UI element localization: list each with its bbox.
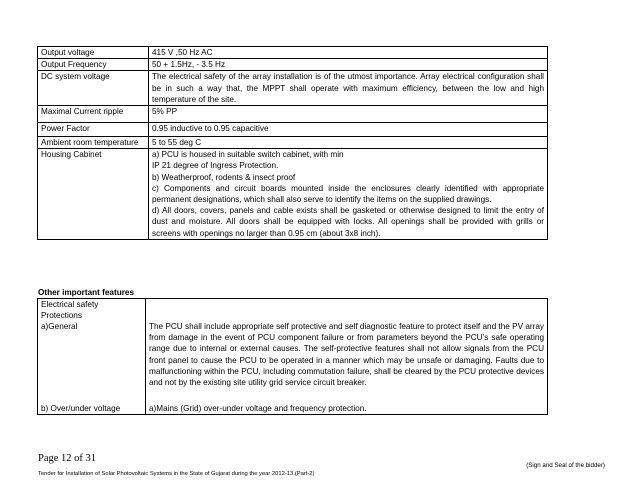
spec-label: Output Frequency xyxy=(38,59,149,71)
spec-value-text: 5% PP xyxy=(152,107,178,117)
spec-value-text: 415 V ,50 Hz AC xyxy=(152,48,213,57)
feature-label xyxy=(38,299,146,401)
table-row xyxy=(38,401,548,415)
sign-seal-note: (Sign and Seal of the bidder) xyxy=(526,462,605,469)
feature-heading: Electrical safety Protections xyxy=(41,300,99,321)
table-row xyxy=(38,299,548,401)
feature-ov-text: a)Mains (Grid) over-under voltage and frequency protection. xyxy=(146,401,548,415)
spec-value xyxy=(149,149,548,240)
spec-value xyxy=(149,123,548,137)
table-row xyxy=(38,59,548,71)
table-row xyxy=(38,47,548,59)
spec-label: DC system voltage xyxy=(38,71,149,106)
spec-value xyxy=(149,59,548,71)
spec-value-text: a) PCU is housed in suitable switch cabinet, with min xyxy=(152,150,344,160)
spec-label: Ambient room temperature xyxy=(38,137,149,149)
tender-footer: Tender for Installation of Solar Photovoltaic Systems in the State of Gujarat during the year 2012-13.(Part-2) xyxy=(38,471,315,477)
table-row xyxy=(38,106,548,123)
spec-value-text: The electrical safety of the array installation is of the utmost importance. Array electrical configuration shall be in such a way that, the MPPT shall operate with maximum efficiency, between the low and high temperature of the site. xyxy=(152,72,544,104)
spec-value-text: b) Weatherproof, rodents & insect proof xyxy=(152,172,296,182)
section-title: Other important features xyxy=(38,288,134,297)
spec-value-text: d) All doors, covers, panels and cable exists shall be gasketed or otherwise designed to limit the entry of dust and moisture. All doors shall be equipped with locks. All openings shall be provided with grills or screens with openings no larger than 0.95 cm (about 3x8 inch). xyxy=(152,206,544,238)
spec-value xyxy=(149,47,548,59)
spec-label: Housing Cabinet xyxy=(38,149,149,240)
spec-value-text: 5 to 55 deg C xyxy=(152,138,202,148)
feature-label-general: a)General xyxy=(41,322,78,332)
specification-table xyxy=(37,46,548,240)
spec-label: Output voltage xyxy=(38,47,149,59)
feature-label-ov: b) Over/under voltage xyxy=(38,401,146,415)
page-number: Page 12 of 31 xyxy=(38,453,97,464)
spec-value-text: IP 21 degree of Ingress Protection. xyxy=(152,161,279,171)
spec-value-text: 0.95 inductive to 0.95 capacitive xyxy=(152,124,269,134)
spec-value-text: 50 + 1.5Hz, - 3.5 Hz xyxy=(152,60,226,70)
spec-value xyxy=(149,71,548,106)
feature-general-text: The PCU shall include appropriate self protective and self diagnostic feature to protect itself and the PV array from damage in the event of PCU component failure or from parameters beyond the PCU’s safe operating range due to internal or external causes. The self-protective features shall not allow signals from the PCU front panel to cause the PCU to be operated in a manner which may be unsafe or damaging. Faults due to malfunctioning within the PCU, including commutation failure, shall be cleared by the PCU protective devices and not by the existing site utility grid service circuit breaker. xyxy=(149,322,544,388)
spec-value xyxy=(149,137,548,149)
table-row xyxy=(38,71,548,106)
feature-value xyxy=(146,299,548,401)
spec-value xyxy=(149,106,548,123)
features-table xyxy=(37,298,548,415)
table-row xyxy=(38,123,548,137)
spec-value-text: c) Components and circuit boards mounted inside the enclosures clearly identified with appropriate permanent designations, which shall also serve to identify the items on the supplied drawings. xyxy=(152,183,544,205)
table-row xyxy=(38,149,548,240)
spec-label: Maximal Current ripple xyxy=(38,106,149,123)
table-row xyxy=(38,137,548,149)
spec-label: Power Factor xyxy=(38,123,149,137)
spacer xyxy=(41,333,142,401)
